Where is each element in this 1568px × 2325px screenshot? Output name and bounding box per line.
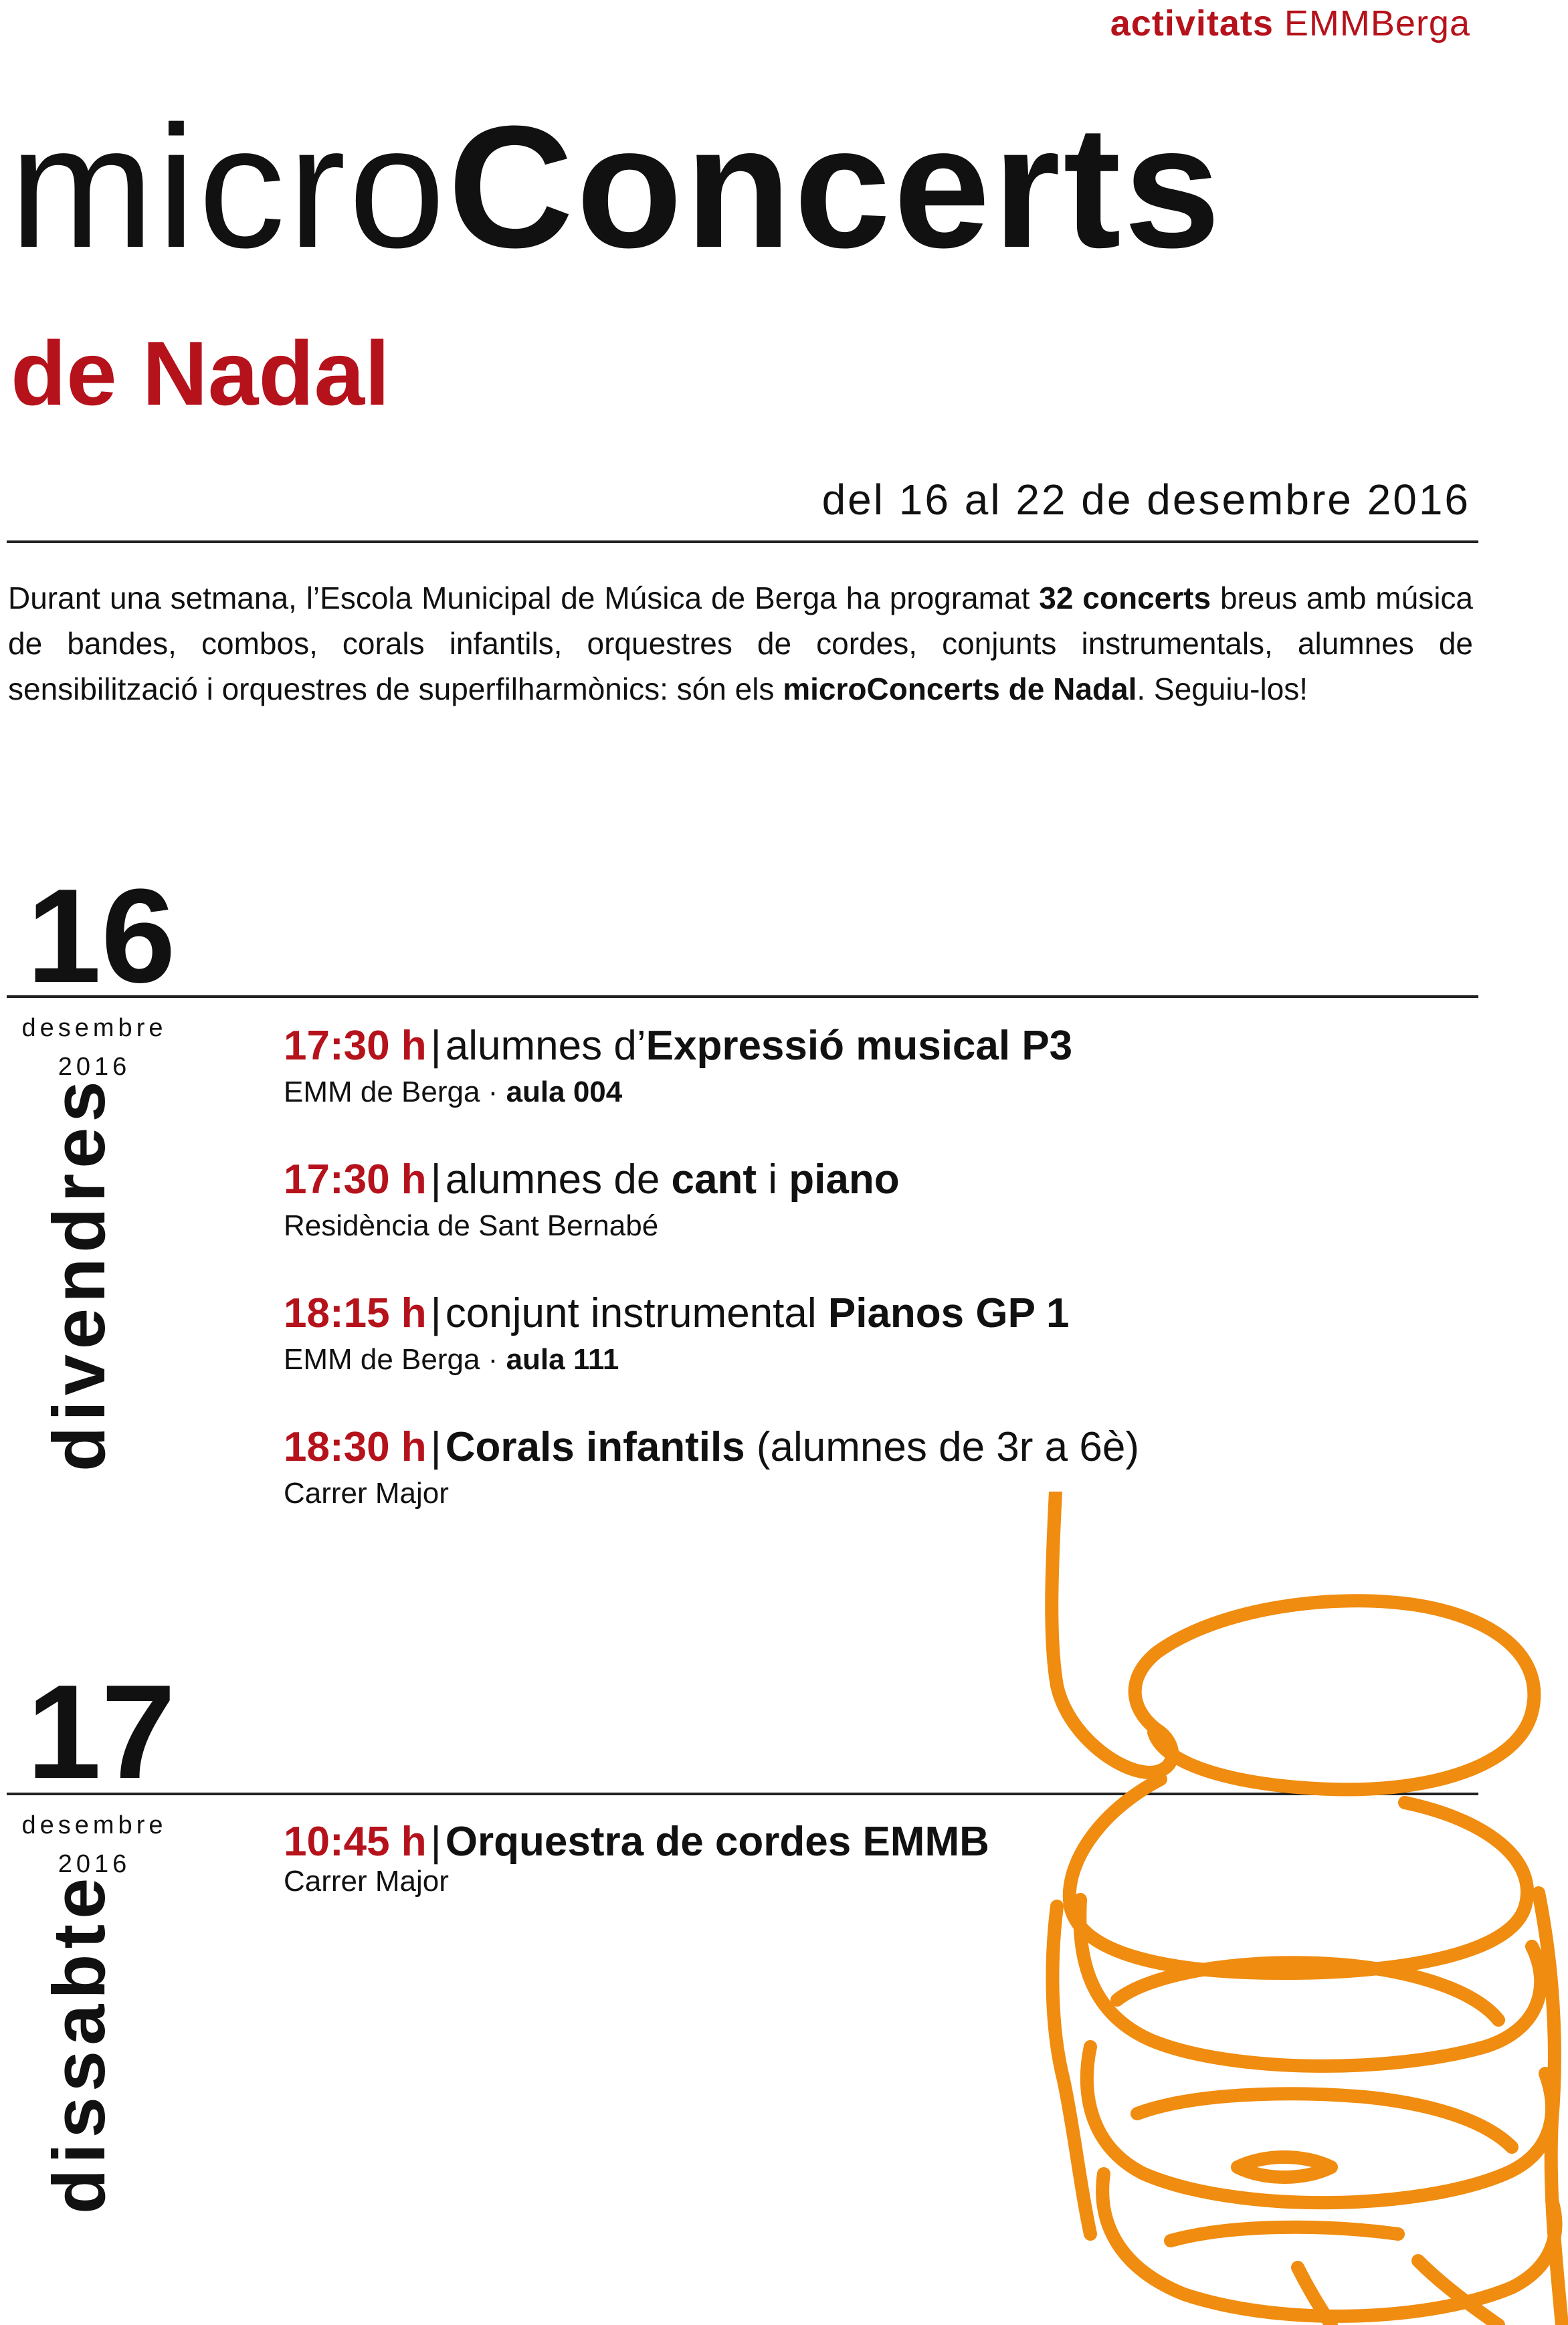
event-place-bold: aula 111	[506, 1343, 619, 1377]
event-separator: |	[430, 1156, 442, 1203]
event-time: 10:45 h	[284, 1819, 427, 1865]
intro-bold-1: 32 concerts	[1039, 581, 1211, 615]
event-place-bold: aula 004	[506, 1076, 623, 1109]
event-separator: |	[430, 1819, 442, 1865]
title-bold: Concerts	[448, 90, 1223, 284]
event-item	[284, 1157, 1220, 1243]
event-place	[284, 1343, 1220, 1377]
title-light: micro	[9, 90, 448, 284]
intro-text-1: Durant una setmana, l’Escola Municipal de Música de Berga ha programat	[8, 581, 1040, 615]
header-divider	[7, 540, 1478, 543]
event-title-bold: Pianos GP 1	[827, 1290, 1070, 1336]
event-title-pre: alumnes de	[445, 1156, 672, 1203]
day-number: 16	[27, 862, 176, 1011]
brand-activitats: activitats	[1110, 3, 1274, 43]
event-place-text: EMM de Berga ·	[284, 1343, 506, 1377]
intro-paragraph	[8, 575, 1473, 712]
brand-label	[1110, 3, 1470, 44]
event-time: 17:30 h	[284, 1156, 427, 1203]
event-title-bold: Orquestra de cordes EMMB	[445, 1819, 989, 1865]
event-heading	[284, 1023, 1220, 1069]
event-title-bold: Corals infantils	[445, 1424, 745, 1470]
day-month-year	[11, 1806, 178, 1884]
day-month: desembre	[21, 1014, 167, 1042]
event-item	[284, 1023, 1220, 1109]
day-number: 17	[27, 1657, 176, 1807]
intro-bold-2: microConcerts de Nadal	[783, 672, 1137, 706]
event-place-text: EMM de Berga ·	[284, 1076, 506, 1109]
event-place-text: Residència de Sant Bernabé	[284, 1209, 659, 1243]
orange-coil-ornament	[1017, 1492, 1568, 2325]
event-title-post: (alumnes de 3r a 6è)	[745, 1424, 1139, 1470]
event-separator: |	[430, 1023, 442, 1069]
event-place	[284, 1076, 1220, 1109]
event-title-bold: Expressió musical P3	[646, 1023, 1073, 1069]
day-year: 2016	[58, 1850, 131, 1878]
event-title-mid: i	[757, 1156, 789, 1203]
event-time: 17:30 h	[284, 1023, 427, 1069]
date-range: del 16 al 22 de desembre 2016	[821, 476, 1470, 524]
page-title	[9, 90, 1223, 284]
day-month: desembre	[21, 1811, 167, 1839]
day-year: 2016	[58, 1053, 131, 1081]
brand-org: EMMBerga	[1284, 3, 1470, 43]
event-heading	[284, 1425, 1220, 1470]
event-separator: |	[430, 1290, 442, 1336]
event-title-bold: cant	[671, 1156, 757, 1203]
event-time: 18:30 h	[284, 1424, 427, 1470]
day-weekday: dissabte	[38, 1872, 120, 2214]
event-title-bold-2: piano	[789, 1156, 900, 1203]
event-place	[284, 1209, 1220, 1243]
event-separator: |	[430, 1424, 442, 1470]
event-time: 18:15 h	[284, 1290, 427, 1336]
day-divider	[7, 995, 1478, 998]
event-place-text: Carrer Major	[284, 1477, 449, 1510]
event-title-pre: alumnes d’	[445, 1023, 646, 1069]
event-heading	[284, 1291, 1220, 1336]
day-weekday: divendres	[38, 1076, 120, 1472]
intro-text-2: breus amb música de bandes, combos, corals infantils, orquestres de cordes, conjunts instrumentals, alumnes de sensibilització i orquestres de superfilharmònics: són els	[8, 581, 1473, 706]
event-heading	[284, 1157, 1220, 1203]
event-place-text: Carrer Major	[284, 1865, 449, 1898]
intro-text-3: . Seguiu-los!	[1137, 672, 1308, 706]
page-subtitle: de Nadal	[11, 322, 390, 424]
event-title-pre: conjunt instrumental	[445, 1290, 828, 1336]
day-month-year	[11, 1009, 178, 1086]
event-item	[284, 1291, 1220, 1377]
